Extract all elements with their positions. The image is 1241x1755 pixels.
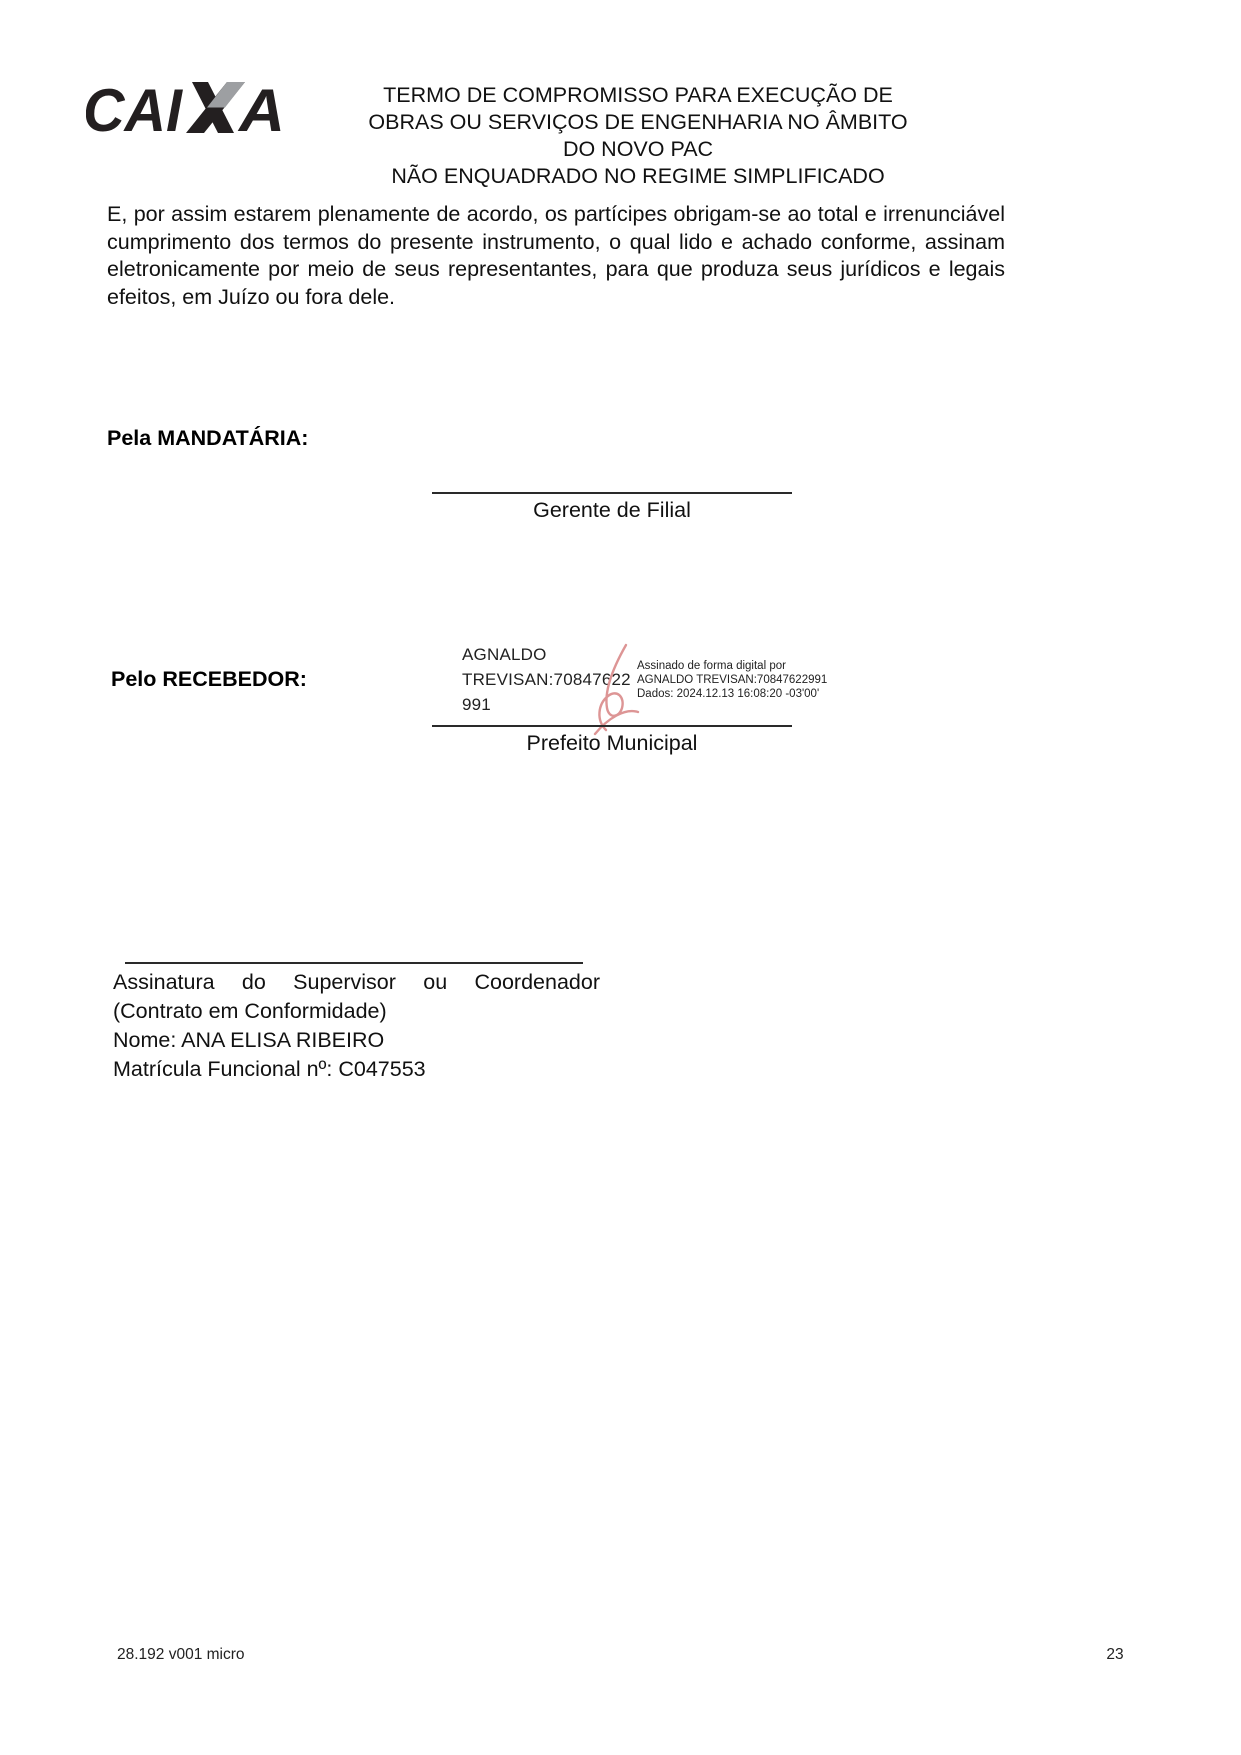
caixa-logo bbox=[86, 76, 286, 140]
logo-text-left: CAI bbox=[86, 77, 184, 140]
document-title bbox=[318, 82, 958, 190]
supervisor-line: Matrícula Funcional nº: C047553 bbox=[113, 1057, 426, 1081]
digital-signature-name-line: 991 bbox=[462, 695, 491, 714]
title-line: DO NOVO PAC bbox=[562, 137, 714, 161]
supervisor-line: (Contrato em Conformidade) bbox=[113, 999, 387, 1023]
digital-signature-detail-line: AGNALDO TREVISAN:70847622991 bbox=[637, 674, 828, 686]
logo-text-right: A bbox=[236, 77, 285, 140]
title-line: OBRAS OU SERVIÇOS DE ENGENHARIA NO ÂMBITO bbox=[368, 110, 908, 134]
supervisor-signature-line bbox=[125, 962, 583, 964]
footer-page-number: 23 bbox=[1106, 1646, 1124, 1663]
supervisor-line: Nome: ANA ELISA RIBEIRO bbox=[113, 1028, 385, 1052]
supervisor-line: Assinatura do Supervisor ou Coordenador bbox=[113, 970, 600, 994]
mandataria-label: Pela MANDATÁRIA: bbox=[107, 426, 309, 450]
mandataria-signature-line bbox=[432, 492, 792, 494]
digital-signature-name-line: TREVISAN:70847622 bbox=[462, 670, 631, 689]
recebedor-label: Pelo RECEBEDOR: bbox=[111, 667, 307, 691]
digital-signature-name-line: AGNALDO bbox=[462, 645, 547, 664]
footer-document-code: 28.192 v001 micro bbox=[117, 1646, 245, 1663]
supervisor-block bbox=[113, 968, 600, 1084]
digital-signature-detail-line: Dados: 2024.12.13 16:08:20 -03'00' bbox=[637, 688, 820, 700]
logo-x-icon bbox=[186, 82, 245, 133]
title-line: NÃO ENQUADRADO NO REGIME SIMPLIFICADO bbox=[391, 164, 885, 188]
body-paragraph: E, por assim estarem plenamente de acordo, os partícipes obrigam-se ao total e irrenunciável cumprimento dos termos do presente instrumento, o qual lido e achado conforme, assinam eletronicamente por meio de seus representantes, para que produza seus jurídicos e legais efeitos, em Juízo ou fora dele. bbox=[107, 202, 1005, 309]
signature-ribbon-icon bbox=[592, 642, 642, 737]
caixa-logo-icon bbox=[86, 76, 286, 140]
recebedor-signature-line bbox=[432, 725, 792, 727]
recebedor-role: Prefeito Municipal bbox=[526, 731, 698, 755]
title-line: TERMO DE COMPROMISSO PARA EXECUÇÃO DE bbox=[383, 83, 893, 107]
digital-signature-details bbox=[637, 659, 837, 701]
mandataria-role: Gerente de Filial bbox=[533, 498, 691, 522]
digital-signature-detail-line: Assinado de forma digital por bbox=[637, 660, 786, 672]
